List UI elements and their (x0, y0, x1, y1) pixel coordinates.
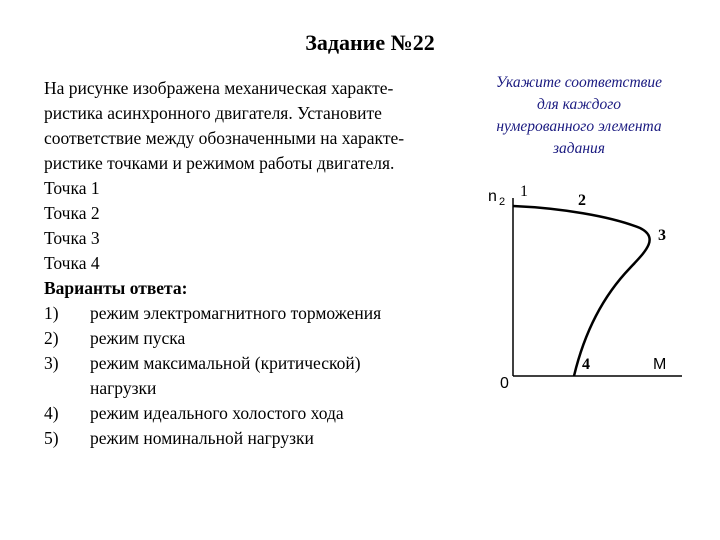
point-2-label: Точка 2 (44, 203, 100, 223)
answer-option-number: 4) (44, 403, 59, 423)
origin-label: 0 (500, 375, 509, 392)
answer-option (44, 326, 459, 351)
hint-line: задания (552, 140, 606, 157)
y-axis-label: n (488, 188, 497, 205)
answers-heading: Варианты ответа: (44, 278, 188, 298)
hint-line: Укажите соответствие (496, 74, 662, 91)
answer-option (44, 301, 459, 326)
answer-option (44, 426, 459, 451)
point-1-label: Точка 1 (44, 178, 100, 198)
y-axis-subscript: 2 (499, 196, 506, 208)
answer-option-text: режим идеального холостого хода (90, 403, 344, 423)
point-3-label: Точка 3 (44, 228, 100, 248)
answer-option-number: 5) (44, 428, 59, 448)
characteristic-curve (513, 206, 650, 376)
answer-option-number: 1) (44, 303, 59, 323)
point-4-marker: 4 (582, 356, 590, 373)
answer-option-text: режим максимальной (критической) нагрузки (90, 353, 361, 398)
point-2-marker: 2 (578, 192, 586, 209)
answer-option-text: режим номинальной нагрузки (90, 428, 314, 448)
point-1-marker: 1 (520, 183, 528, 200)
point-3-marker: 3 (658, 227, 666, 244)
x-axis-label: M (653, 356, 667, 373)
answer-option (44, 401, 459, 426)
answer-option-number: 2) (44, 328, 59, 348)
answer-option-number: 3) (44, 353, 59, 373)
answer-option-text: режим электромагнитного торможения (90, 303, 382, 323)
question-text (44, 76, 459, 451)
hint-text (474, 72, 684, 160)
question-line: ристике точками и режимом работы двигателя. (44, 153, 395, 173)
answer-options (44, 301, 459, 451)
question-line: На рисунке изображена механическая характе- (44, 78, 394, 98)
hint-line: нумерованного элемента (496, 118, 662, 135)
mechanical-characteristic-figure (470, 170, 710, 400)
answer-option (44, 351, 459, 401)
hint-line: для каждого (536, 96, 622, 113)
point-4-label: Точка 4 (44, 253, 100, 273)
answer-option-text: режим пуска (90, 328, 186, 348)
question-line: соответствие между обозначенными на характе- (44, 128, 405, 148)
characteristic-graph (470, 170, 710, 400)
question-line: ристика асинхронного двигателя. Установите (44, 103, 382, 123)
page-title: Задание №22 (305, 30, 435, 55)
